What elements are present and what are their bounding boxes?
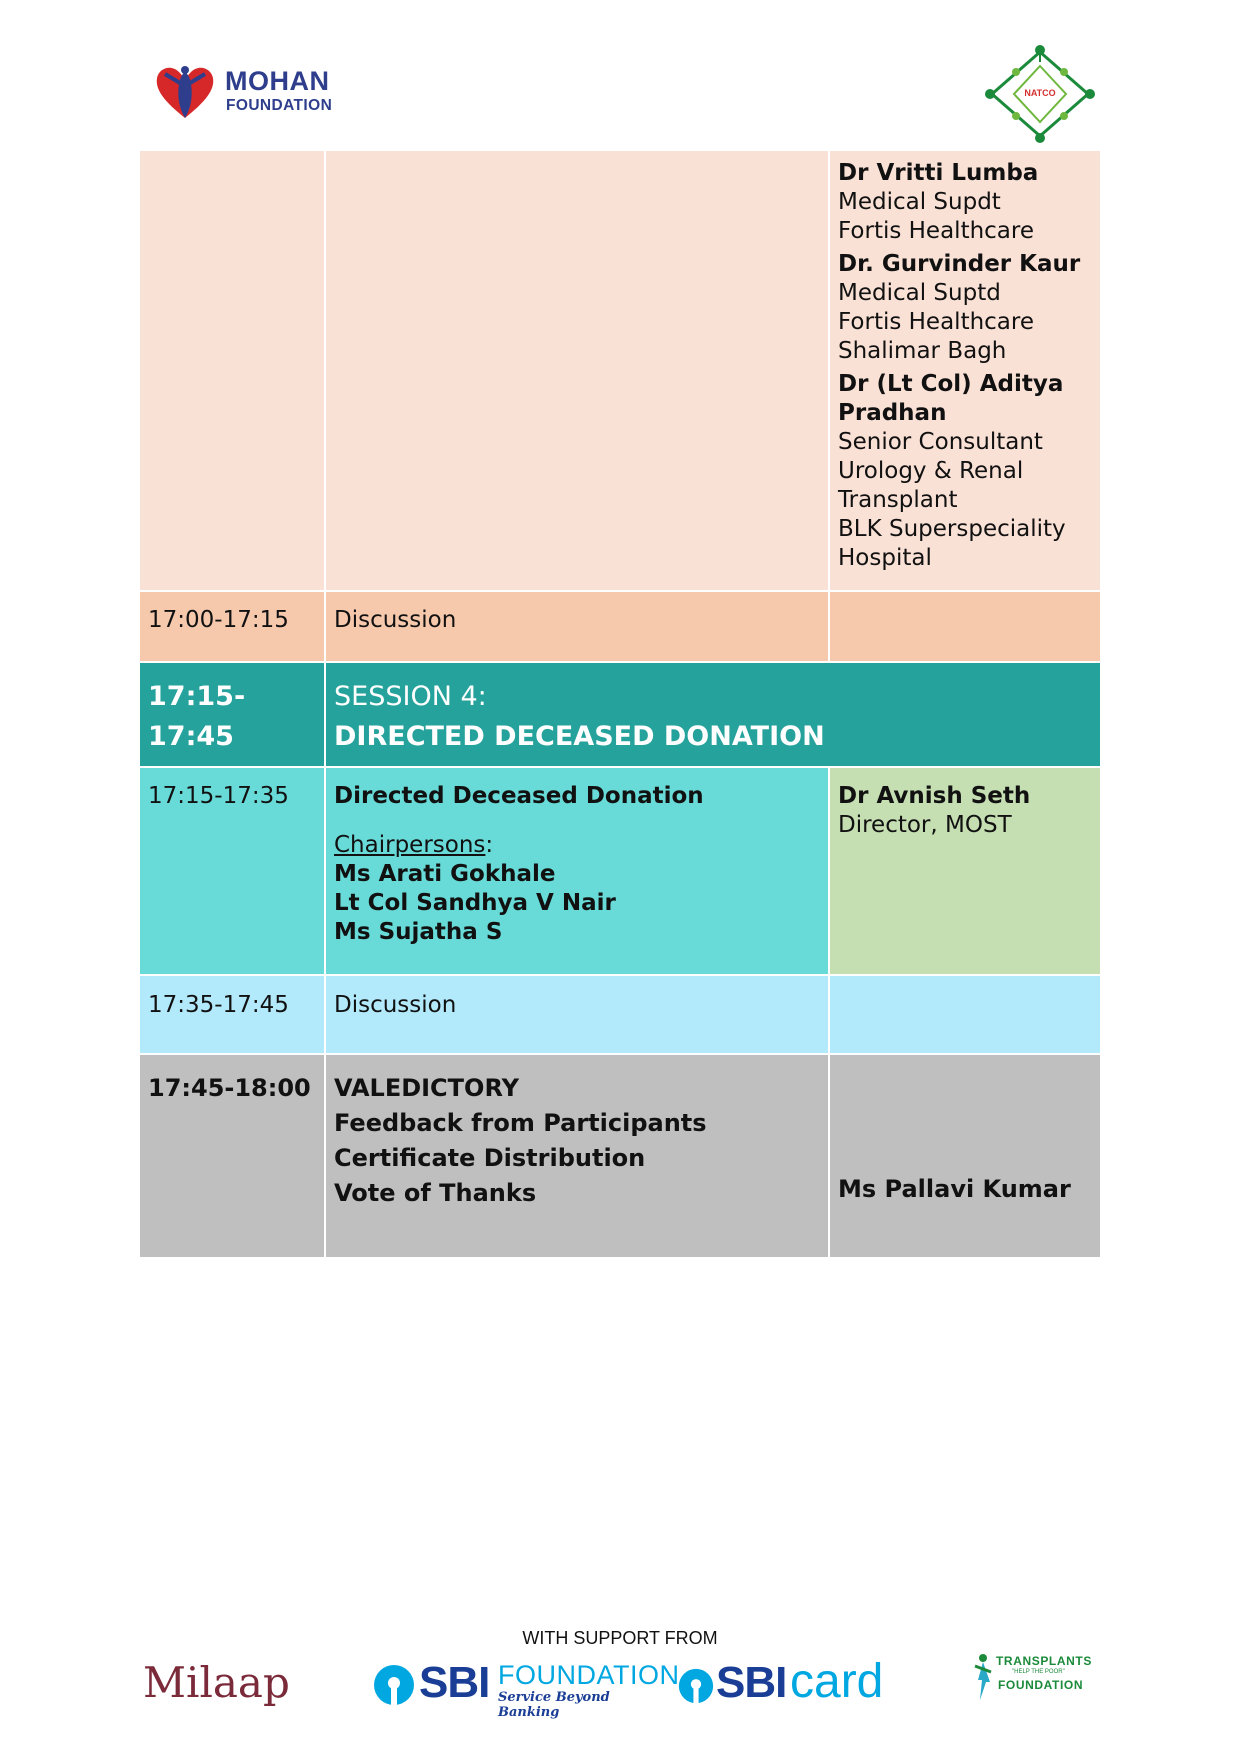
time-cell: 17:35-17:45 [140,976,326,1053]
speaker-detail: Shalimar Bagh [838,338,1007,364]
speaker-detail: Medical Suptd [838,280,1001,306]
speaker-detail: BLK Superspeciality Hospital [838,516,1066,571]
speaker-entry [838,370,1092,573]
time-cell-empty [140,151,326,590]
table-row-speakers [140,151,1100,592]
speaker-cell-empty [830,592,1100,661]
valedictory-item: Feedback from Participants [334,1109,707,1137]
agenda-table [140,151,1100,1257]
speaker-detail: Fortis Healthcare [838,218,1035,244]
speaker-name: Dr Avnish Seth [838,783,1031,809]
speaker-detail: Fortis Healthcare [838,309,1035,335]
mohan-logo-line2: FOUNDATION [226,97,333,114]
speaker-cell [830,1055,1100,1257]
sbi-card-sbi: SBI [716,1658,787,1707]
speakers-cell [830,151,1100,590]
time-cell: 17:15-17:35 [140,768,326,974]
chairperson-name: Ms Sujatha S [334,919,503,945]
session-title-cell [326,663,1100,766]
topic-cell: Discussion [326,592,830,661]
session-time: 17:15-17:45 [140,663,326,766]
speaker-detail: Urology & Renal Transplant [838,458,1024,513]
sbi-foundation-word: FOUNDATION [498,1660,680,1690]
transplants-foundation-logo [972,1650,1092,1710]
chairpersons-heading: Chairpersons: [334,832,494,858]
transplants-line3: FOUNDATION [998,1678,1084,1692]
table-row-session-header [140,663,1100,768]
chairpersons-label: Chairpersons [334,832,486,858]
time-cell: 17:00-17:15 [140,592,326,661]
valedictory-item: Vote of Thanks [334,1179,537,1207]
chairperson-name: Lt Col Sandhya V Nair [334,890,616,916]
speaker-name: Dr. Gurvinder Kaur [838,251,1081,277]
mohan-foundation-logo [155,64,335,122]
speaker-name: Dr Vritti Lumba [838,160,1039,186]
sbi-foundation-logo [373,1658,680,1720]
speaker-detail: Director, MOST [838,812,1012,838]
speaker-name: Ms Pallavi Kumar [838,1175,1071,1203]
time-cell: 17:45-18:00 [140,1055,326,1257]
table-row-talk [140,768,1100,976]
topic-cell-empty [326,151,830,590]
topic-cell [326,1055,830,1257]
speaker-detail: Medical Supdt [838,189,1001,215]
speaker-name: Dr (Lt Col) Aditya Pradhan [838,371,1064,426]
speaker-entry [838,250,1092,366]
transplants-line2: "HELP THE POOR" [1012,1669,1065,1675]
sbi-card-card: card [790,1655,884,1708]
mohan-logo-line1: MOHAN [225,66,330,96]
table-row-discussion [140,592,1100,663]
talk-title: Directed Deceased Donation [334,783,704,809]
valedictory-title: VALEDICTORY [334,1074,519,1102]
table-row-discussion [140,976,1100,1055]
speaker-cell [830,768,1100,974]
sbi-foundation-tagline: Service Beyond Banking [498,1690,610,1720]
valedictory-item: Certificate Distribution [334,1144,646,1172]
sbi-foundation-sbi: SBI [419,1658,490,1707]
speaker-cell-empty [830,976,1100,1053]
natco-logo [984,44,1096,144]
sbi-keyhole-icon [373,1664,415,1706]
heart-person-icon [155,64,215,120]
transplants-line1: TRANSPLANTS [996,1654,1092,1668]
session-label: SESSION 4: [334,681,487,712]
sbi-card-logo [678,1655,898,1710]
chairperson-name: Ms Arati Gokhale [334,861,556,887]
speaker-entry [838,159,1092,246]
table-row-valedictory [140,1055,1100,1257]
speaker-detail: Senior Consultant [838,429,1043,455]
topic-cell: Discussion [326,976,830,1053]
milaap-logo: Milaap [143,1658,290,1707]
transplants-figure-icon [972,1652,994,1702]
sbi-card-keyhole-icon [678,1668,714,1704]
support-caption: WITH SUPPORT FROM [522,1628,718,1648]
topic-cell [326,768,830,974]
session-title: DIRECTED DECEASED DONATION [334,721,825,752]
natco-logo-text: NATCO [1024,88,1056,98]
